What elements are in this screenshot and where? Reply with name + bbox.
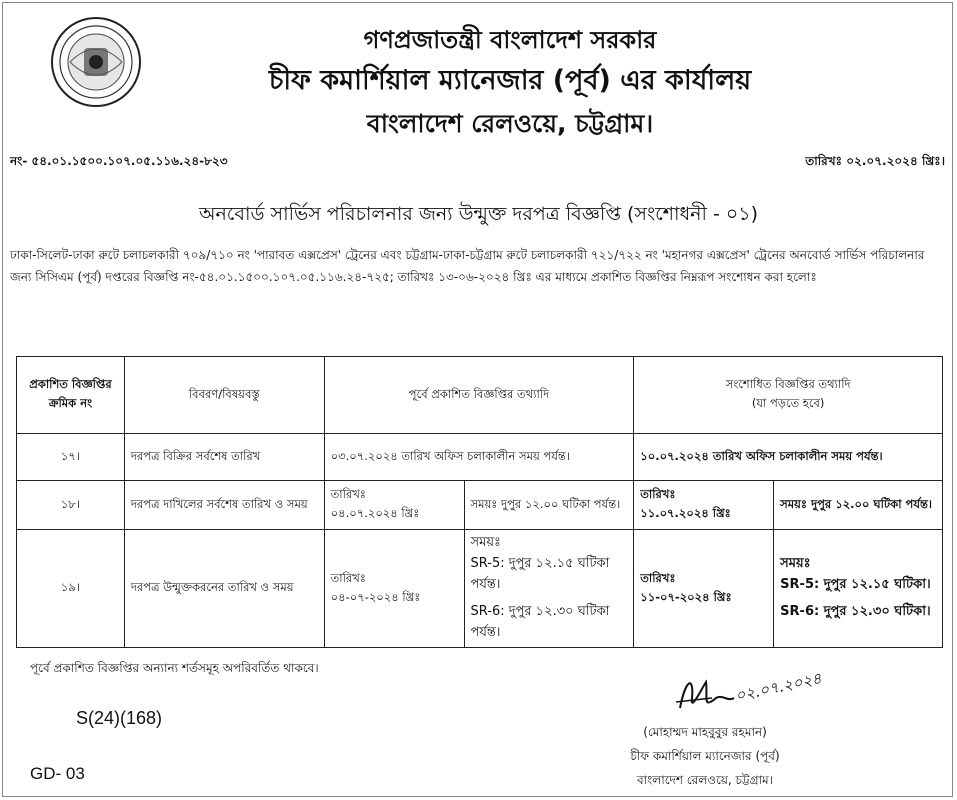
row-rev-date-cell	[634, 530, 774, 648]
rev-sr6: SR-6: দুপুর ১২.৩০ ঘটিকা।	[780, 604, 931, 619]
prev-time-label: সময়ঃ	[470, 535, 501, 550]
memo-date: তারিখঃ ০২.০৭.২০২৪ খ্রিঃ।	[805, 154, 945, 168]
row-prev-date-cell	[324, 530, 464, 648]
notice-body: ঢাকা-সিলেট-ঢাকা রুটে চলাচলকারী ৭০৯/৭১০ নং 'পারাবত এক্সপ্রেস' ট্রেনের এবং চট্টগ্রাম-ঢাকা-চট্টগ্রাম রুটে চলাচলকারী ৭২১/৭২২ নং 'মহানগর এক্সপ্রেস' ট্রেনের অনবোর্ড সার্ভিস পরিচালনার জন্য সিসিএম (পূর্ব) দপ্তরের বিজ্ঞপ্তি নং-৫৪.০১.১৫০০.১০৭.০৫.১১৬.২৪-৭২৫; তারিখঃ ১৩-০৬-২০২৪ খ্রিঃ এর মাধ্যমে প্রকাশিত বিজ্ঞপ্তির নিম্নরূপ সংশোধন করা হলোঃ	[10, 248, 925, 284]
signatory-designation: চীফ কমার্শিয়াল ম্যানেজার (পূর্ব)	[630, 749, 780, 763]
row-subject: দরপত্র বিক্রির সর্বশেষ তারিখ	[124, 434, 324, 481]
header-subject: বিবরণ/বিষয়বস্তু	[124, 357, 324, 434]
rev-sr5: SR-5: দুপুর ১২.১৫ ঘটিকা।	[780, 577, 931, 592]
row-prev-time-cell	[464, 530, 634, 648]
prev-date-label: তারিখঃ	[330, 570, 366, 585]
table-row	[17, 481, 943, 530]
header-line-1: গণপ্রজাতন্ত্রী বাংলাদেশ সরকার	[363, 26, 657, 54]
notice-title: অনবোর্ড সার্ভিস পরিচালনার জন্য উন্মুক্ত দরপত্র বিজ্ঞপ্তি (সংশোধনী - ০১)	[199, 203, 758, 225]
prev-date-value: ০৪-০৭-২০২৪ খ্রিঃ	[330, 589, 421, 604]
row-prev-time: সময়ঃ দুপুর ১২.০০ ঘটিকা পর্যন্ত।	[464, 481, 634, 530]
prev-date-label: তারিখঃ	[330, 487, 366, 501]
rev-time-label: সময়ঃ	[780, 556, 811, 571]
row-rev-time-cell	[774, 530, 943, 648]
header-revised	[634, 357, 943, 434]
memo-number: নং- ৫৪.০১.১৫০০.১০৭.০৫.১১৬.২৪-৮২৩	[10, 154, 228, 168]
signatory-office: বাংলাদেশ রেলওয়ে, চট্টগ্রাম।	[636, 773, 774, 787]
signatory-name: (মোহাম্মদ মাহবুবুর রহমান)	[643, 725, 767, 739]
reference-code: S(24)(168)	[76, 708, 163, 728]
header-line-3: বাংলাদেশ রেলওয়ে, চট্টগ্রাম।	[366, 109, 654, 138]
header-revised-label: সংশোধিত বিজ্ঞপ্তির তথ্যাদি	[725, 377, 851, 391]
table-row	[17, 434, 943, 481]
gd-number: GD- 03	[30, 764, 85, 783]
table-header-row	[17, 357, 943, 434]
row-previous: ০৩.০৭.২০২৪ তারিখ অফিস চলাকালীন সময় পর্যন্ত।	[324, 434, 634, 481]
rev-date-label: তারিখঃ	[640, 570, 676, 585]
row-rev-time: সময়ঃ দুপুর ১২.০০ ঘটিকা পর্যন্ত।	[774, 481, 943, 530]
signature-date: ০২.০৭.২০২৪	[733, 669, 824, 705]
rev-date-label: তারিখঃ	[640, 487, 676, 501]
prev-date-value: ০৪.০৭.২০২৪ খ্রিঃ	[330, 506, 420, 520]
header-serial: প্রকাশিত বিজ্ঞপ্তির ক্রমিক নং	[17, 357, 125, 434]
row-subject: দরপত্র দাখিলের সর্বশেষ তারিখ ও সময়	[124, 481, 324, 530]
government-seal-logo	[50, 16, 142, 108]
row-rev-date-cell	[634, 481, 774, 530]
header-line-2: চীফ কমার্শিয়াল ম্যানেজার (পূর্ব) এর কার্যালয়	[268, 65, 752, 96]
row-revised: ১০.০৭.২০২৪ তারিখ অফিস চলাকালীন সময় পর্যন্ত।	[634, 434, 943, 481]
row-prev-date-cell	[324, 481, 464, 530]
row-serial: ১৮।	[17, 481, 125, 530]
footer-note: পূর্বে প্রকাশিত বিজ্ঞপ্তির অন্যান্য শর্তসমূহ অপরিবর্তিত থাকবে।	[30, 661, 319, 675]
rev-date-value: ১১.০৭.২০২৪ খ্রিঃ	[640, 506, 731, 520]
prev-sr6: SR-6: দুপুর ১২.৩০ ঘটিকা পর্যন্ত।	[470, 604, 610, 640]
table-row	[17, 530, 943, 648]
header-revised-note: (যা পড়তে হবে)	[751, 396, 825, 410]
prev-sr5: SR-5: দুপুর ১২.১৫ ঘটিকা পর্যন্ত।	[470, 556, 610, 592]
row-subject: দরপত্র উন্মুক্তকরনের তারিখ ও সময়	[124, 530, 324, 648]
rev-date-value: ১১-০৭-২০২৪ খ্রিঃ	[640, 589, 732, 604]
row-serial: ১৯।	[17, 530, 125, 648]
row-serial: ১৭।	[17, 434, 125, 481]
amendment-table	[16, 356, 943, 648]
header-previous: পূর্বে প্রকাশিত বিজ্ঞপ্তির তথ্যাদি	[324, 357, 634, 434]
